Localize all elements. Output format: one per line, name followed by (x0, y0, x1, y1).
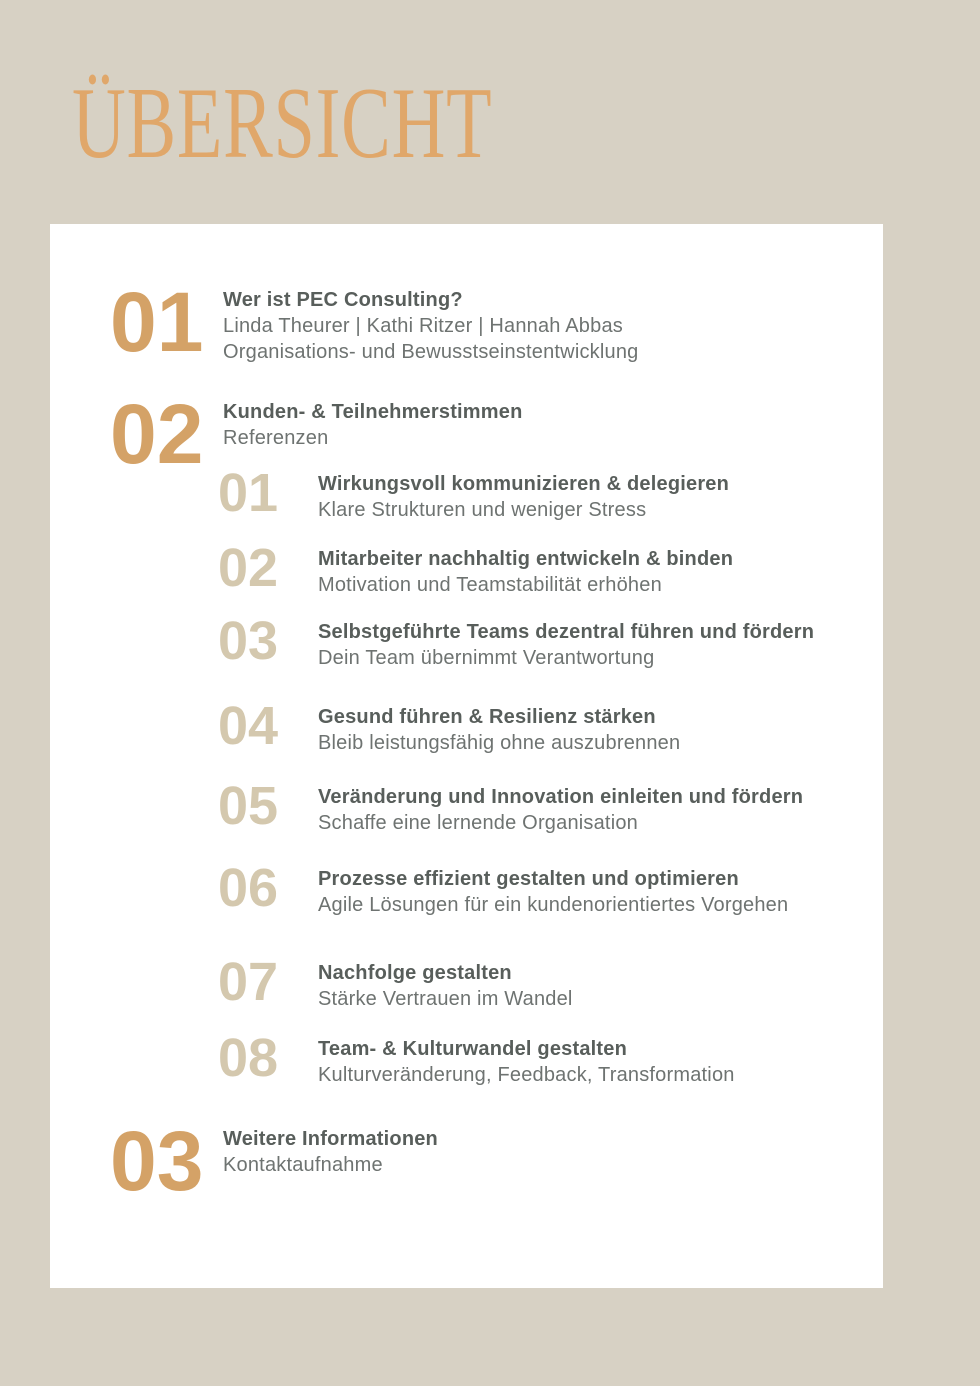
item-number: 04 (218, 696, 279, 756)
toc-item-sub-04 (218, 696, 883, 756)
item-number: 02 (218, 538, 279, 598)
toc-item-sub-06 (218, 858, 883, 918)
item-number: 01 (218, 463, 279, 523)
page-title: ÜBERSICHT (72, 67, 493, 180)
item-heading: Gesund führen & Resilienz stärken (318, 706, 656, 728)
item-number: 06 (218, 858, 279, 918)
item-number: 03 (218, 611, 279, 671)
item-heading: Wirkungsvoll kommunizieren & delegieren (318, 473, 730, 495)
item-number: 03 (110, 1114, 204, 1208)
item-number: 05 (218, 776, 279, 836)
item-subtitle: Bleib leistungsfähig ohne auszubrennen (318, 732, 681, 754)
item-heading: Mitarbeiter nachhaltig entwickeln & binden (318, 548, 734, 570)
item-subtitle: Schaffe eine lernende Organisation (318, 812, 638, 834)
content-card (50, 224, 883, 1288)
item-subtitle: Kulturveränderung, Feedback, Transformation (318, 1064, 735, 1086)
toc-item-sub-03 (218, 611, 883, 671)
item-subtitle: Motivation und Teamstabilität erhöhen (318, 574, 662, 596)
item-heading: Nachfolge gestalten (318, 962, 512, 984)
item-subtitle: Agile Lösungen für ein kundenorientiertes Vorgehen (318, 894, 789, 916)
item-subtitle: Organisations- und Bewusstseinstentwicklung (223, 341, 639, 363)
item-subtitle: Kontaktaufnahme (223, 1154, 383, 1176)
item-subtitle: Klare Strukturen und weniger Stress (318, 499, 647, 521)
item-heading: Kunden- & Teilnehmerstimmen (223, 401, 523, 423)
item-heading: Selbstgeführte Teams dezentral führen und fördern (318, 621, 815, 643)
item-number: 02 (110, 387, 204, 481)
item-subtitle: Referenzen (223, 427, 329, 449)
table-of-contents (50, 224, 883, 1208)
toc-item-sub-02 (218, 538, 883, 598)
item-subtitle: Stärke Vertrauen im Wandel (318, 988, 573, 1010)
toc-item-sub-05 (218, 776, 883, 836)
toc-item-sub-01 (218, 463, 883, 523)
toc-item-sub-07 (218, 952, 883, 1012)
item-number: 07 (218, 952, 279, 1012)
item-subtitle: Dein Team übernimmt Verantwortung (318, 647, 655, 669)
item-heading: Veränderung und Innovation einleiten und fördern (318, 786, 804, 808)
toc-item-main-01 (110, 275, 883, 369)
item-heading: Team- & Kulturwandel gestalten (318, 1038, 628, 1060)
item-subtitle: Linda Theurer | Kathi Ritzer | Hannah Abbas (223, 315, 623, 337)
toc-item-main-02 (110, 387, 883, 481)
item-heading: Prozesse effizient gestalten und optimieren (318, 868, 739, 890)
item-heading: Wer ist PEC Consulting? (223, 289, 463, 311)
item-heading: Weitere Informationen (223, 1128, 438, 1150)
item-number: 08 (218, 1028, 279, 1088)
toc-item-main-03 (110, 1114, 883, 1208)
toc-item-sub-08 (218, 1028, 883, 1088)
item-number: 01 (110, 275, 204, 369)
